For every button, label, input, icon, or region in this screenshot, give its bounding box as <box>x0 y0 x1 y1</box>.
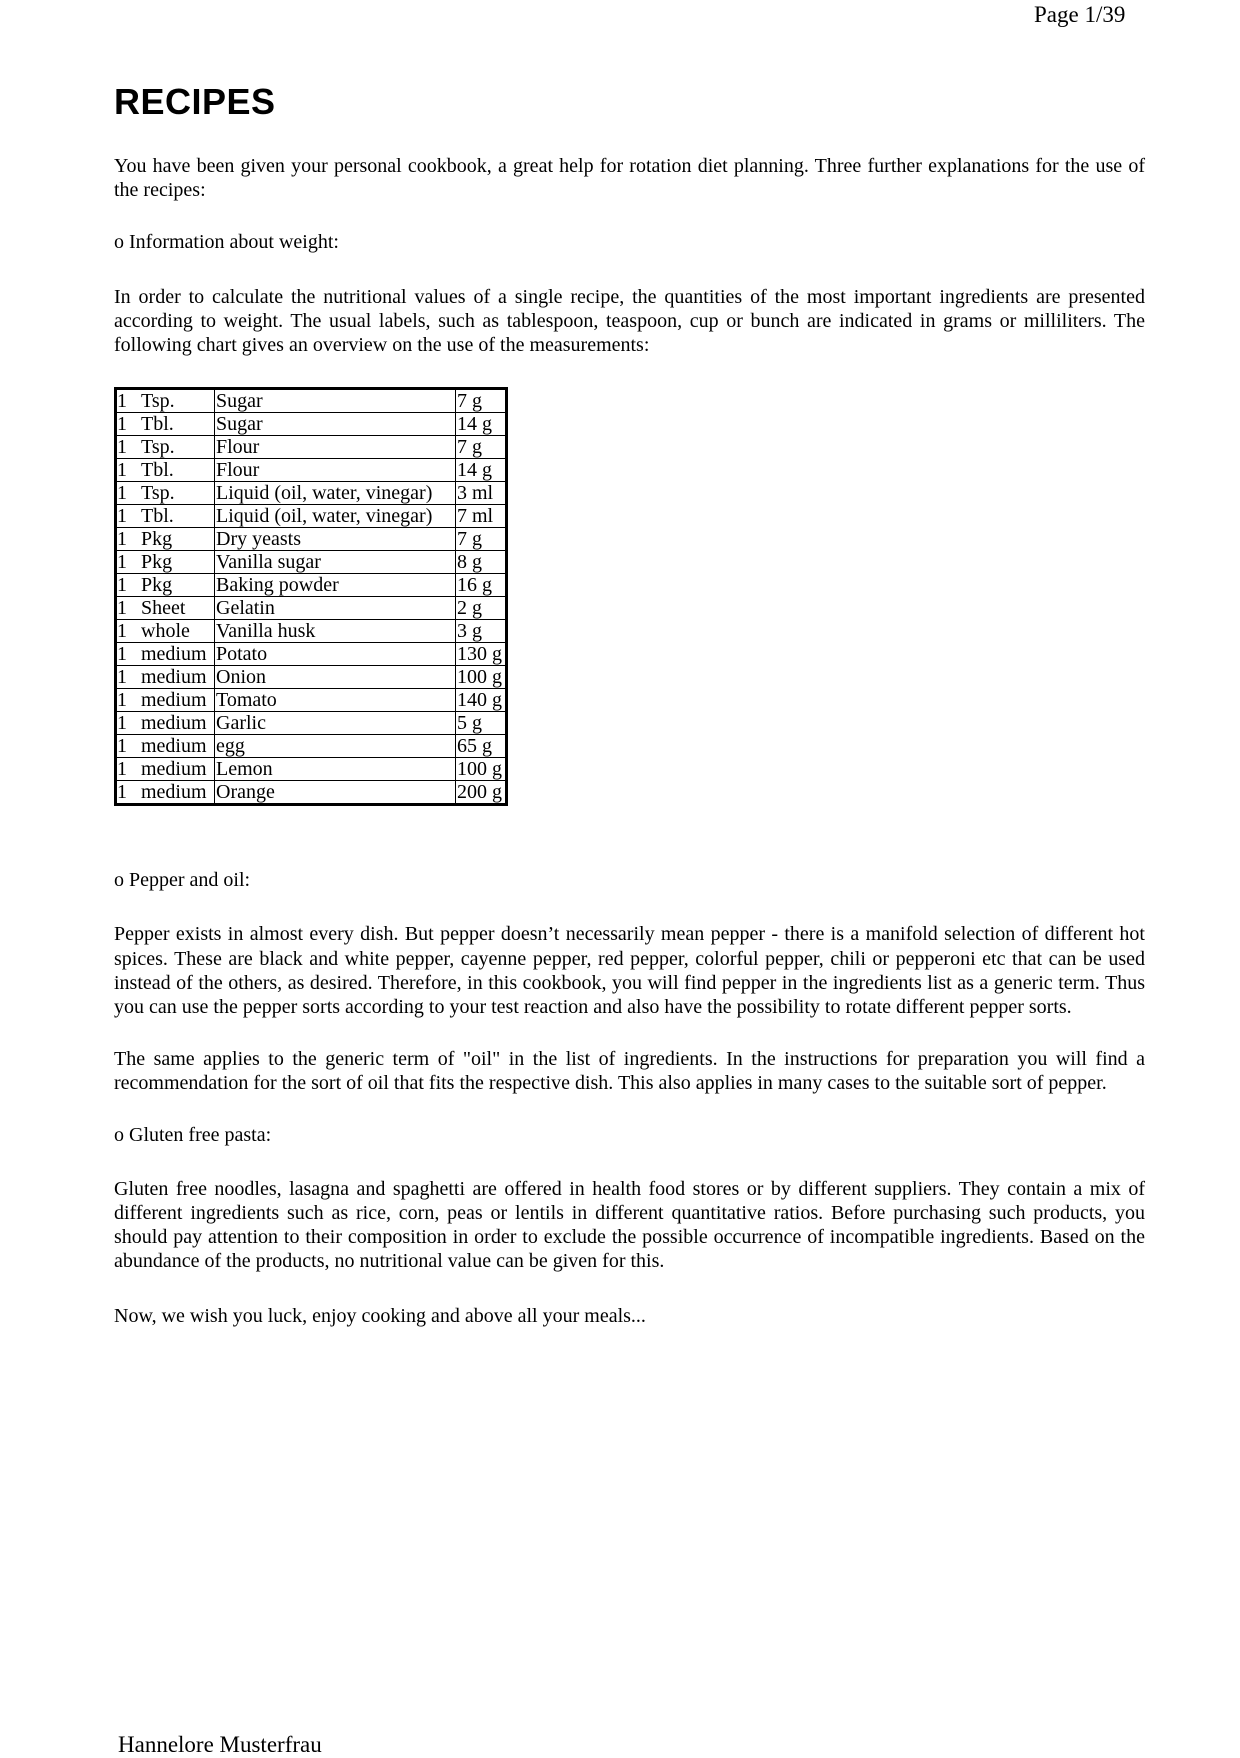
table-row <box>116 482 507 505</box>
amount-cell: 3 g <box>456 620 507 643</box>
ingredient-cell: Onion <box>215 666 456 689</box>
table-row <box>116 712 507 735</box>
table-row <box>116 620 507 643</box>
amount-cell: 14 g <box>456 459 507 482</box>
quantity-cell: 1 <box>116 597 138 620</box>
ingredient-cell: Liquid (oil, water, vinegar) <box>215 505 456 528</box>
amount-cell: 100 g <box>456 666 507 689</box>
ingredient-cell: Sugar <box>215 413 456 436</box>
ingredient-cell: Flour <box>215 459 456 482</box>
page-title: RECIPES <box>114 81 276 122</box>
unit-cell: medium <box>137 643 215 666</box>
table-row <box>116 574 507 597</box>
table-row <box>116 505 507 528</box>
intro-paragraph: You have been given your personal cookbook, a great help for rotation diet planning. Three further explanations for the use of the recipes: <box>114 155 1145 202</box>
quantity-cell: 1 <box>116 735 138 758</box>
measurements-table-body <box>116 389 507 805</box>
table-row <box>116 528 507 551</box>
unit-cell: medium <box>137 758 215 781</box>
unit-cell: Tbl. <box>137 413 215 436</box>
ingredient-cell: Flour <box>215 436 456 459</box>
ingredient-cell: Potato <box>215 643 456 666</box>
unit-cell: Pkg <box>137 551 215 574</box>
amount-cell: 7 g <box>456 436 507 459</box>
amount-cell: 5 g <box>456 712 507 735</box>
weight-heading: o Information about weight: <box>114 231 339 254</box>
unit-cell: Tsp. <box>137 436 215 459</box>
oil-paragraph: The same applies to the generic term of "oil" in the list of ingredients. In the instructions for preparation you will find a recommendation for the sort of oil that fits the respective dish. This also applies in many cases to the suitable sort of pepper. <box>114 1048 1145 1095</box>
quantity-cell: 1 <box>116 505 138 528</box>
ingredient-cell: Lemon <box>215 758 456 781</box>
ingredient-cell: Vanilla husk <box>215 620 456 643</box>
amount-cell: 7 g <box>456 389 507 413</box>
unit-cell: medium <box>137 735 215 758</box>
amount-cell: 200 g <box>456 781 507 805</box>
table-row <box>116 735 507 758</box>
quantity-cell: 1 <box>116 643 138 666</box>
quantity-cell: 1 <box>116 459 138 482</box>
ingredient-cell: Vanilla sugar <box>215 551 456 574</box>
unit-cell: Tsp. <box>137 389 215 413</box>
ingredient-cell: Orange <box>215 781 456 805</box>
unit-cell: whole <box>137 620 215 643</box>
amount-cell: 140 g <box>456 689 507 712</box>
table-row <box>116 597 507 620</box>
ingredient-cell: Sugar <box>215 389 456 413</box>
pepper-paragraph: Pepper exists in almost every dish. But pepper doesn’t necessarily mean pepper - there is a manifold selection of different hot spices. These are black and white pepper, cayenne pepper, red pepper, colorful pepper, chili or pepperoni etc that can be used instead of the others, as desired. Therefore, in this cookbook, you will find pepper in the ingredients list as a generic term. Thus you can use the pepper sorts according to your test reaction and also have the possibility to rotate different pepper sorts. <box>114 923 1145 1019</box>
footer-author: Hannelore Musterfrau <box>118 1732 322 1757</box>
pepper-oil-heading: o Pepper and oil: <box>114 869 251 892</box>
closing-paragraph: Now, we wish you luck, enjoy cooking and above all your meals... <box>114 1304 646 1327</box>
ingredient-cell: Dry yeasts <box>215 528 456 551</box>
table-row <box>116 413 507 436</box>
amount-cell: 65 g <box>456 735 507 758</box>
quantity-cell: 1 <box>116 528 138 551</box>
quantity-cell: 1 <box>116 482 138 505</box>
table-row <box>116 758 507 781</box>
measurements-table <box>114 387 508 806</box>
table-row <box>116 436 507 459</box>
table-row <box>116 643 507 666</box>
unit-cell: medium <box>137 781 215 805</box>
unit-cell: Sheet <box>137 597 215 620</box>
quantity-cell: 1 <box>116 689 138 712</box>
document-body <box>114 154 1145 1328</box>
unit-cell: medium <box>137 666 215 689</box>
table-row <box>116 459 507 482</box>
amount-cell: 16 g <box>456 574 507 597</box>
spacer <box>114 806 1145 868</box>
ingredient-cell: Garlic <box>215 712 456 735</box>
ingredient-cell: Tomato <box>215 689 456 712</box>
unit-cell: medium <box>137 712 215 735</box>
unit-cell: Pkg <box>137 528 215 551</box>
quantity-cell: 1 <box>116 389 138 413</box>
ingredient-cell: Gelatin <box>215 597 456 620</box>
quantity-cell: 1 <box>116 781 138 805</box>
quantity-cell: 1 <box>116 666 138 689</box>
ingredient-cell: egg <box>215 735 456 758</box>
weight-paragraph: In order to calculate the nutritional values of a single recipe, the quantities of the most important ingredients are presented according to weight. The usual labels, such as tablespoon, teaspoon, cup or bunch are indicated in grams or milliliters. The following chart gives an overview on the use of the measurements: <box>114 285 1145 357</box>
unit-cell: Tsp. <box>137 482 215 505</box>
amount-cell: 14 g <box>456 413 507 436</box>
quantity-cell: 1 <box>116 620 138 643</box>
table-row <box>116 551 507 574</box>
page-number: Page 1/39 <box>1034 2 1126 27</box>
ingredient-cell: Liquid (oil, water, vinegar) <box>215 482 456 505</box>
amount-cell: 8 g <box>456 551 507 574</box>
quantity-cell: 1 <box>116 436 138 459</box>
quantity-cell: 1 <box>116 758 138 781</box>
quantity-cell: 1 <box>116 551 138 574</box>
amount-cell: 7 g <box>456 528 507 551</box>
gluten-paragraph: Gluten free noodles, lasagna and spaghetti are offered in health food stores or by different suppliers. They contain a mix of different ingredients such as rice, corn, peas or lentils in different quantitative ratios. Before purchasing such products, you should pay attention to their composition in order to exclude the possible occurrence of incompatible ingredients. Based on the abundance of the products, no nutritional value can be given for this. <box>114 1177 1145 1273</box>
amount-cell: 100 g <box>456 758 507 781</box>
quantity-cell: 1 <box>116 712 138 735</box>
unit-cell: Tbl. <box>137 459 215 482</box>
amount-cell: 2 g <box>456 597 507 620</box>
ingredient-cell: Baking powder <box>215 574 456 597</box>
quantity-cell: 1 <box>116 574 138 597</box>
table-row <box>116 666 507 689</box>
table-row <box>116 781 507 805</box>
table-row <box>116 389 507 413</box>
quantity-cell: 1 <box>116 413 138 436</box>
amount-cell: 3 ml <box>456 482 507 505</box>
table-row <box>116 689 507 712</box>
amount-cell: 7 ml <box>456 505 507 528</box>
unit-cell: Pkg <box>137 574 215 597</box>
unit-cell: Tbl. <box>137 505 215 528</box>
unit-cell: medium <box>137 689 215 712</box>
amount-cell: 130 g <box>456 643 507 666</box>
gluten-heading: o Gluten free pasta: <box>114 1123 272 1146</box>
